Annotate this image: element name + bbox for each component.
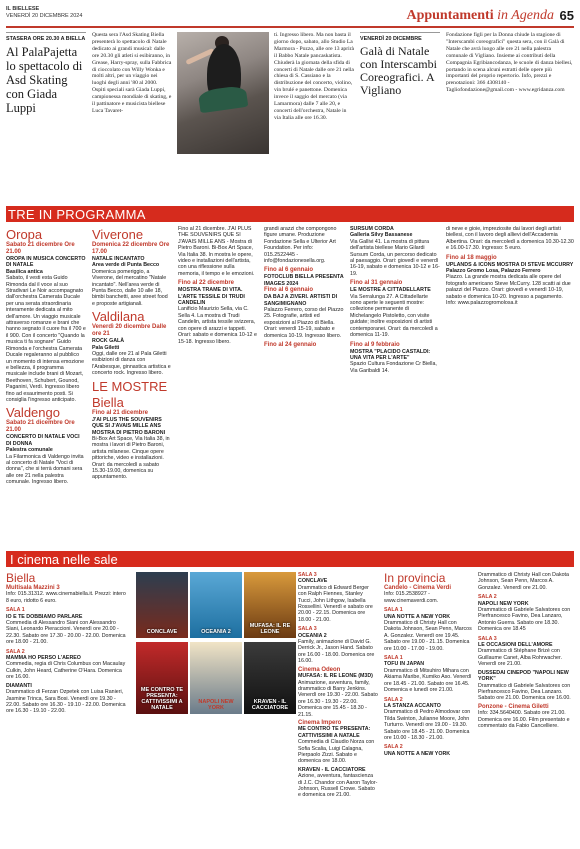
event-text: Via Serralunga 27. A Cittadellarte sono aperte le seguenti mostre: collezione permanente di Michelangelo Pistoletto, con visite guidate; inoltre esposizioni di artisti contemporanei. Orari: da mercoledì a domenica 11-19. xyxy=(350,293,438,339)
cinema-name: Cinema Impero xyxy=(298,719,342,726)
event-title: OROPA IN MUSICA CONCERTO DI NATALE xyxy=(6,256,86,269)
event-date: Venerdì 20 dicembre Dalle ore 21 xyxy=(92,324,167,338)
article-gala-body: Fondazione figli per la Donna chiude la stagione di "Interscambi coreografici" questa sera, con il Galà di Natale che avrà luogo alle ore 21 nella palestra comunale di Vigliano. Insieme ai contributi della Compagnia Egribiancodanza, le scuole di danza biellesi, portando in scena alcuni estratti delle opere più importanti del proprio repertorio. Info, prezzi e prenotazioni: 366 4308140 - Tagliofondazione@gmail.com - www.egridanza.com xyxy=(446,32,573,94)
event-title: MOSTRA "PLACIDO CASTALDI: UNA VITA PER L'ARTE" xyxy=(350,348,431,361)
movie-title: CONCLAVE xyxy=(298,578,328,585)
sala-label: SALA 1 xyxy=(384,655,403,662)
poster-napoli xyxy=(190,642,242,714)
event-text: Oggi, dalle ore 21 al Pala Giletti esibizioni di danza con l'Arabesque, ginnastica artistica e concerto rock. Ingresso libero. xyxy=(92,351,171,377)
page-number: 65 xyxy=(559,8,574,23)
event-text: Via Gallivi 41. La mostra di pittura dell'artista biellese Mario Gilardi Sursum Corda, un percorso dedicato al paesaggio. Orari: giovedì e venerdì 16-19, sabato e domenica 10-12 e 16-19. xyxy=(350,238,440,277)
section-title-italic: in Agenda xyxy=(497,8,554,23)
movie-title: TOFU IN JAPAN xyxy=(384,661,425,668)
sala-label: SALA 3 xyxy=(298,572,317,578)
band-label: TRE IN PROGRAMMA xyxy=(8,207,146,222)
event-title: MOSTRA TRAME DI VITA. L'ARTE TESSILE DI TRUDI CANDELIN xyxy=(178,287,245,307)
article-skating-body-1: Questa sera l'Asd Skating Biella presenterà lo spettacolo di Natale dedicato ai grandi musical: dalle ore 20.30 gli atleti si esibiranno, in Grease, Harry-spray, sulla Fabbrica di cioccolato con Willy Wonka e molti altri, per un viaggio nei luoghi degli anni '80 al 2000. Ospiti speciali sarà Giada Luppi, campionessa mondiale di skating, e il pattinatore e musicista biellese Luca Tavaret- xyxy=(92,32,172,114)
movie-info: Drammatico di Christy Hall con Dakota Johnson, Sean Penn, Marcos A. Gonzalez. Venerdì ore 19.45. Sabato ore 19.00 - 21.15. Domenica ore 10.00 - 17.00 - 19.00. xyxy=(384,620,472,652)
movie-info: Drammatico di Edward Berger con Ralph Fiennes, Stanley Tucci, John Lithgow, Isabella Rossellini. Venerdì e sabato ore 20.00 - 22.15. Domenica ore 18.00 - 21.00. xyxy=(298,584,373,623)
poster-title: NAPOLI NEW YORK xyxy=(198,699,234,711)
cinema-info: Info: 015.2538927 - www.cinemaverdi.com. xyxy=(384,591,439,604)
movie-info: Drammatico di Ferzan Ozpetek con Luisa Ranieri, Jasmine Trinca, Sara Bosi. Venerdì ore 19.30 - 22.00. Sabato ore 16.30 - 19.10 - 22.00. Domenica ore 16.30 - 19.10 - 22.00. xyxy=(6,689,126,715)
city-viverone: Viverone xyxy=(92,227,144,242)
city-oropa: Oropa xyxy=(6,227,43,242)
event-place: Galleria Silvy Bassanese xyxy=(350,232,413,239)
sala-label: SALA 1 xyxy=(6,607,25,614)
article-gala xyxy=(360,32,440,202)
event-date: Fino al 31 gennaio xyxy=(350,280,403,287)
movie-title: UNA NOTTE A NEW YORK xyxy=(384,750,451,757)
city-biella: Biella xyxy=(92,394,124,410)
movie-title: DUSSEDAI CINEPOD "NAPOLI NEW YORK" xyxy=(478,669,569,683)
sala-label: SALA 3 xyxy=(478,635,497,642)
movie-info: Drammatico di Gabriele Salvatores con Pierfrancesco Favino, Dea Lanzaro. Sabato ore 21.00. Domenica ore 16.00. xyxy=(478,682,571,702)
movie-title: ME CONTRO TE PRESENTA: CATTIVISSIMI A NATALE xyxy=(298,726,371,739)
mostre-heading: LE MOSTRE xyxy=(92,378,168,394)
cinema-col-4 xyxy=(384,572,472,847)
event-title: LE MOSTRE A CITTADELLARTE xyxy=(350,287,431,294)
cinema-info: Info: 334.5640400. Sabato ore 21.00. Domenica ore 16.00. Film presentato e commentato da Fabio Cancelliere. xyxy=(478,710,570,729)
sala-label: SALA 2 xyxy=(384,744,403,751)
movie-title: UNA NOTTE A NEW YORK xyxy=(384,613,451,620)
event-place: MOSTRA DI PIETRO BARONI xyxy=(92,429,166,436)
top-articles xyxy=(6,32,574,203)
cinema-band-label: I cinema nelle sale xyxy=(10,552,118,567)
event-date: Sabato 21 dicembre Ore 21.00 xyxy=(6,242,75,255)
page-header xyxy=(6,6,574,28)
cinema-section xyxy=(6,572,574,849)
movie-info: Drammatico di Christy Hall con Dakota Johnson, Sean Penn, Marcos A. Gonzalez. Venerdì ore 21.00. xyxy=(478,572,569,591)
event-text: La Filarmonica di Valdengo invita al concerto di Natale "Voci di donna", che si terrà domani sera alle ore 21 nella palestra comunale. Ingresso libero. xyxy=(6,453,84,486)
event-title: FOTOCLUB BIELLA PRESENTA IMAGES 2024 xyxy=(264,274,344,287)
event-date: Fino al 6 gennaio xyxy=(264,267,314,274)
movie-title: IO E TE DOBBIAMO PARLARE xyxy=(6,613,83,620)
event-text: Bi-Box Art Space, Via Italia 38, in mostra i lavori di Pietro Baroni, artista milanese. Cinque opere pittoriche, video e installazioni. Orari: da mercoledì a sabato 15.30-19.00, domenica su appuntamento. xyxy=(92,435,170,481)
event-text: Palazzo Ferrero, corso del Piazzo 25. Fotografie, artisti ed esposizioni al Piazzo di Biella. Orari: venerdì 15-19, sabato e domenica 10-19. Ingresso libero. xyxy=(264,307,344,339)
program-col-5 xyxy=(350,226,440,548)
cinema-col-5 xyxy=(478,572,574,847)
skater-photo xyxy=(177,32,269,154)
movie-title: DIAMANTI xyxy=(6,682,32,689)
article-headline: Galà di Natale con Interscambi Coreografici. A Vigliano xyxy=(360,43,437,97)
movie-title: MUFASA: IL RE LEONE (M3D) xyxy=(298,673,373,680)
poster-title: MUFASA: IL RE LEONE xyxy=(249,623,291,635)
event-text: di neve e gioie, impreziosite dai lavori degli artisti biellesi, con il lavoro degli allievi dell'Accademia Albertina. Orari: da mercoledì a domenica 10.30-12.30 e 16.00-17.30. Ingresso: 5 euro. xyxy=(446,226,574,252)
poster-mufasa xyxy=(244,572,296,638)
event-date: Fino al 21 dicembre xyxy=(92,409,149,416)
date-line: VENERDÌ 20 DICEMBRE 2024 xyxy=(6,12,83,19)
photo-skirt xyxy=(198,85,249,113)
event-text: Fino al 21 dicembre. J'AI PLUS THE SOUVENIRS QUE SI J'AVAIS MILLE ANS - Mostra di Pietro Baroni. Bi-Box Art Space, Via Italia 38. In mostra le opere, video e installazioni dell'artista, con una riflessione sulla memoria, il tempo e le emozioni. xyxy=(178,226,255,277)
sala-label: SALA 2 xyxy=(478,594,497,601)
movie-info: Drammatico di Mitsuhiro Mihara con Akiama Maribe, Kumiko Aso. Venerdì ore 18.45 - 21.00. Sabato ore 16.45. Domenica e lunedì ore 21.00. xyxy=(384,667,472,694)
event-title: J'AI PLUS THE SOUVENIRS QUE SI J'AVAIS MILLE ANS xyxy=(92,416,162,430)
program-band xyxy=(6,206,574,222)
event-text: Domenica pomeriggio, a Viverone, del mercatino "Natale incantato". Nell'area verde di Punta Becco, dalle 10 alle 18, bimbi banchetti, aree street food e proposte artigianali. xyxy=(92,268,168,307)
movie-title: NAPOLI NEW YORK xyxy=(478,600,529,607)
event-title: UPLANDS & ICONS MOSTRA DI STEVE MCCURRY xyxy=(446,261,574,268)
event-place: Basilica antica xyxy=(6,268,43,275)
publication-name: IL BIELLESE xyxy=(6,6,40,12)
city-provincia: In provincia xyxy=(384,572,446,585)
program-col-2 xyxy=(92,226,172,548)
publication-info xyxy=(6,6,82,19)
movie-title: LA STANZA ACCANTO xyxy=(384,702,441,709)
movie-info: Commedia di Alessandro Siani con Alessandro Siani, Leonardo Pieraccioni. Venerdì ore 20.00 - 22.30. Sabato ore 17.30 - 20.00 - 22.00. Domenica ore 18.00 - 21.00. xyxy=(6,620,126,646)
city-valdilana: Valdilana xyxy=(92,309,145,325)
event-text: Lanificio Maurizio Sella, via C. Sella 4. La mostra di Trudi Candelin, artista tessile svizzera, con opere di arazzi e tappeti. Orari: sabato e domenica 10-12 e 15-18. Ingresso libero. xyxy=(178,306,257,345)
program-col-4 xyxy=(264,226,344,548)
event-title: DA BAJ A ZIVERI. ARTISTI DI SANGIMIGNANO xyxy=(264,294,338,307)
sala-label: SALA 3 xyxy=(298,626,317,633)
cinema-col-1 xyxy=(6,572,130,847)
event-place: Area verde di Punta Becco xyxy=(92,262,160,269)
movie-info: Commedia di Claudio Norza con Sofia Scalia, Luigi Calagna, Pierpaolo Zizzi. Sabato e domenica ore 18.00. xyxy=(298,739,375,765)
section-title-bold: Appuntamenti xyxy=(406,8,494,23)
poster-title: CONCLAVE xyxy=(146,629,178,635)
event-date: Domenica 22 dicembre Ore 17.00 xyxy=(92,242,170,255)
movie-posters xyxy=(136,572,296,847)
article-kicker: VENERDÌ 20 DICEMBRE xyxy=(360,36,422,42)
poster-cattivissimi xyxy=(136,642,188,714)
event-date: Fino al 22 dicembre xyxy=(178,280,235,287)
event-place: Pala Giletti xyxy=(92,344,120,351)
program-col-3 xyxy=(178,226,258,548)
event-title: NATALE INCANTATO xyxy=(92,256,145,262)
movie-info: Animazione, avventura, family, drammatico di Barry Jenkins. Venerdì ore 19.30 - 22.00. Sabato ore 16.30 - 19.30 - 22.00. Domenica ore 15.45 - 18.30 - 21.15. xyxy=(298,679,378,718)
program-section xyxy=(6,226,574,548)
program-col-1 xyxy=(6,226,86,548)
section-title xyxy=(406,8,554,24)
cinema-col-3 xyxy=(298,572,378,847)
movie-info: Azione, avventura, fantascienza di J.C. Chandor con Aaron Taylor-Johnson, Russell Crowe. Sabato e domenica ore 21.00. xyxy=(298,773,378,799)
event-place: Palazzo Gromo Losa, Palazzo Ferrero xyxy=(446,268,541,275)
event-date: Fino al 24 gennaio xyxy=(264,342,317,349)
poster-conclave xyxy=(136,572,188,638)
event-place: Palestra comunale xyxy=(6,447,53,454)
event-text: Sabato, il vesti esta Guido Rimonda dal il voce al suo Stradivari Le Noir accompagnato dall'orchestra Camerata Ducale per una serata straordinaria interamente dedicata al mito dell'amore. Un viaggio musicale attraverso romanze e brani che hanno segnato il cuore fra il 700 e il 900. Con il concerto "Quando la musica ti fa sognare" Guido Rimonda e l'orchestra Camerata Ducale regaleranno al pubblico un momento di intensa emozione e bellezza, il programma musicale include brani di Mozart, Beethoven, Schubert, Gounod, Paganini, Verdi. Ingresso libero fino ad esaurimento posti. Si consiglia l'ingresso anticipato. xyxy=(6,275,86,403)
cinema-name: Candelo - Cinema Verdi xyxy=(384,585,452,591)
cinema-info: Info: 015.31312. www.cinemabiella.it. Prezzi: intero 8 euro, ridotto 6 euro. xyxy=(6,591,126,604)
cinema-name: Multisala Mazzini 3 xyxy=(6,585,60,591)
movie-info: Drammatico di Gabriele Salvatores con Pierfrancesco Favino, Dea Lanzaro, Antonio Guerra. Sabato ore 18.30. Domenica ore 18.45 xyxy=(478,607,571,633)
cinema-band xyxy=(6,551,574,567)
article-headline: Al PalaPajetta lo spettacolo di Asd Skating con Giada Luppi xyxy=(6,44,83,115)
poster-oceania xyxy=(190,572,242,638)
movie-info: Family, animazione di David G. Derrick Jr., Jason Hand. Sabato ore 16.00 - 18.00. Domenica ore 16.00. xyxy=(298,639,375,665)
cinema-name: Cinema Odeon xyxy=(298,666,341,673)
poster-title: OCEANIA 2 xyxy=(201,629,231,635)
event-title: SURSUM CORDA xyxy=(350,226,394,232)
city-biella: Biella xyxy=(6,572,36,585)
movie-info: Drammatico di Stéphane Brizé con Guillaume Canet, Alba Rohrwacher. Venerdì ore 21.00. xyxy=(478,648,562,668)
event-text: grandi arazzi che compongono figure umane. Produzione Fondazione Sella e Ulterior Art Foundation. Per info: 015.2522445 - info@fondazionesella.org. xyxy=(264,226,337,265)
movie-title: LE OCCASIONI DELL'AMORE xyxy=(478,642,553,649)
event-title: ROCK GALÀ xyxy=(92,338,125,345)
movie-info: Drammatico di Pedro Almodovar con Tilda Swinton, Julianne Moore, John Turturro. Venerdì ore 19.00 - 19.30. Sabato ore 18.45 - 21.00. Domenica ore 10.00 - 18.30 - 21.00. xyxy=(384,709,471,741)
cinema-name: Ponzone - Cinema Giletti xyxy=(478,703,549,710)
sala-label: SALA 2 xyxy=(6,648,25,655)
movie-title: MAMMA HO PERSO L'AEREO xyxy=(6,655,81,662)
city-valdengo: Valdengo xyxy=(6,405,60,421)
event-date: Fino al 9 febbraio xyxy=(350,341,400,348)
event-date: Sabato 21 dicembre Ore 21.00 xyxy=(6,420,75,434)
program-col-6 xyxy=(446,226,574,548)
sala-label: SALA 1 xyxy=(384,607,403,614)
poster-kraven xyxy=(244,642,296,714)
article-kicker: STASERA ORE 20.30 A BIELLA xyxy=(6,36,86,42)
sala-label: SALA 2 xyxy=(384,696,403,703)
movie-title: KRAVEN - IL CACCIATORE xyxy=(298,766,366,773)
article-skating-body-2: ti. Ingresso libero. Ma non basta il giorno dopo, sabato, allo Studio La Marmora - Pozzo, alle ore 13 aprirà il Babbo Natale pancaskatista. Chiuderà la giornata della sfida di concerti di Natale dalle ore 21 nella chiesa di S. Cassiano e la distribuzione del concerto, violino, vin brulé e panettone. Domenica invece il saggio del mercato (via Lamarmora) dalle 7 alle 20, e concerti dell'orchestra, Natale in via Italia alle ore 16.30. xyxy=(274,32,354,121)
movie-info: Commedia, regia di Chris Columbus con Macaulay Culkin, John Heard, Catherine O'Hara. Domenica ore 16.00. xyxy=(6,661,126,681)
event-date: Fino al 6 gennaio xyxy=(264,287,314,294)
movie-title: OCEANIA 2 xyxy=(298,632,327,639)
event-date: Fino al 18 maggio xyxy=(446,254,497,261)
event-text: Spazio Cultura Fondazione Cr Biella, Via Garibaldi 14. xyxy=(350,361,437,374)
poster-title: KRAVEN - IL CACCIATORE xyxy=(251,699,289,711)
article-skating xyxy=(6,32,86,202)
event-title: CONCERTO DI NATALE VOCI DI DONNA xyxy=(6,434,80,447)
poster-title: ME CONTRO TE PRESENTA: CATTIVISSIMI A NATALE xyxy=(140,687,184,711)
event-text: Piazzo. La grande mostra dedicata alle opere del fotografo americano Steve McCurry. 128 scatti ai due palazzi del Piazzo. Orari: giovedì e venerdì 10-19, sabato e domenica 10-20. Ingresso a pagamento. Info: www.palazzogromolosa.it xyxy=(446,274,571,307)
